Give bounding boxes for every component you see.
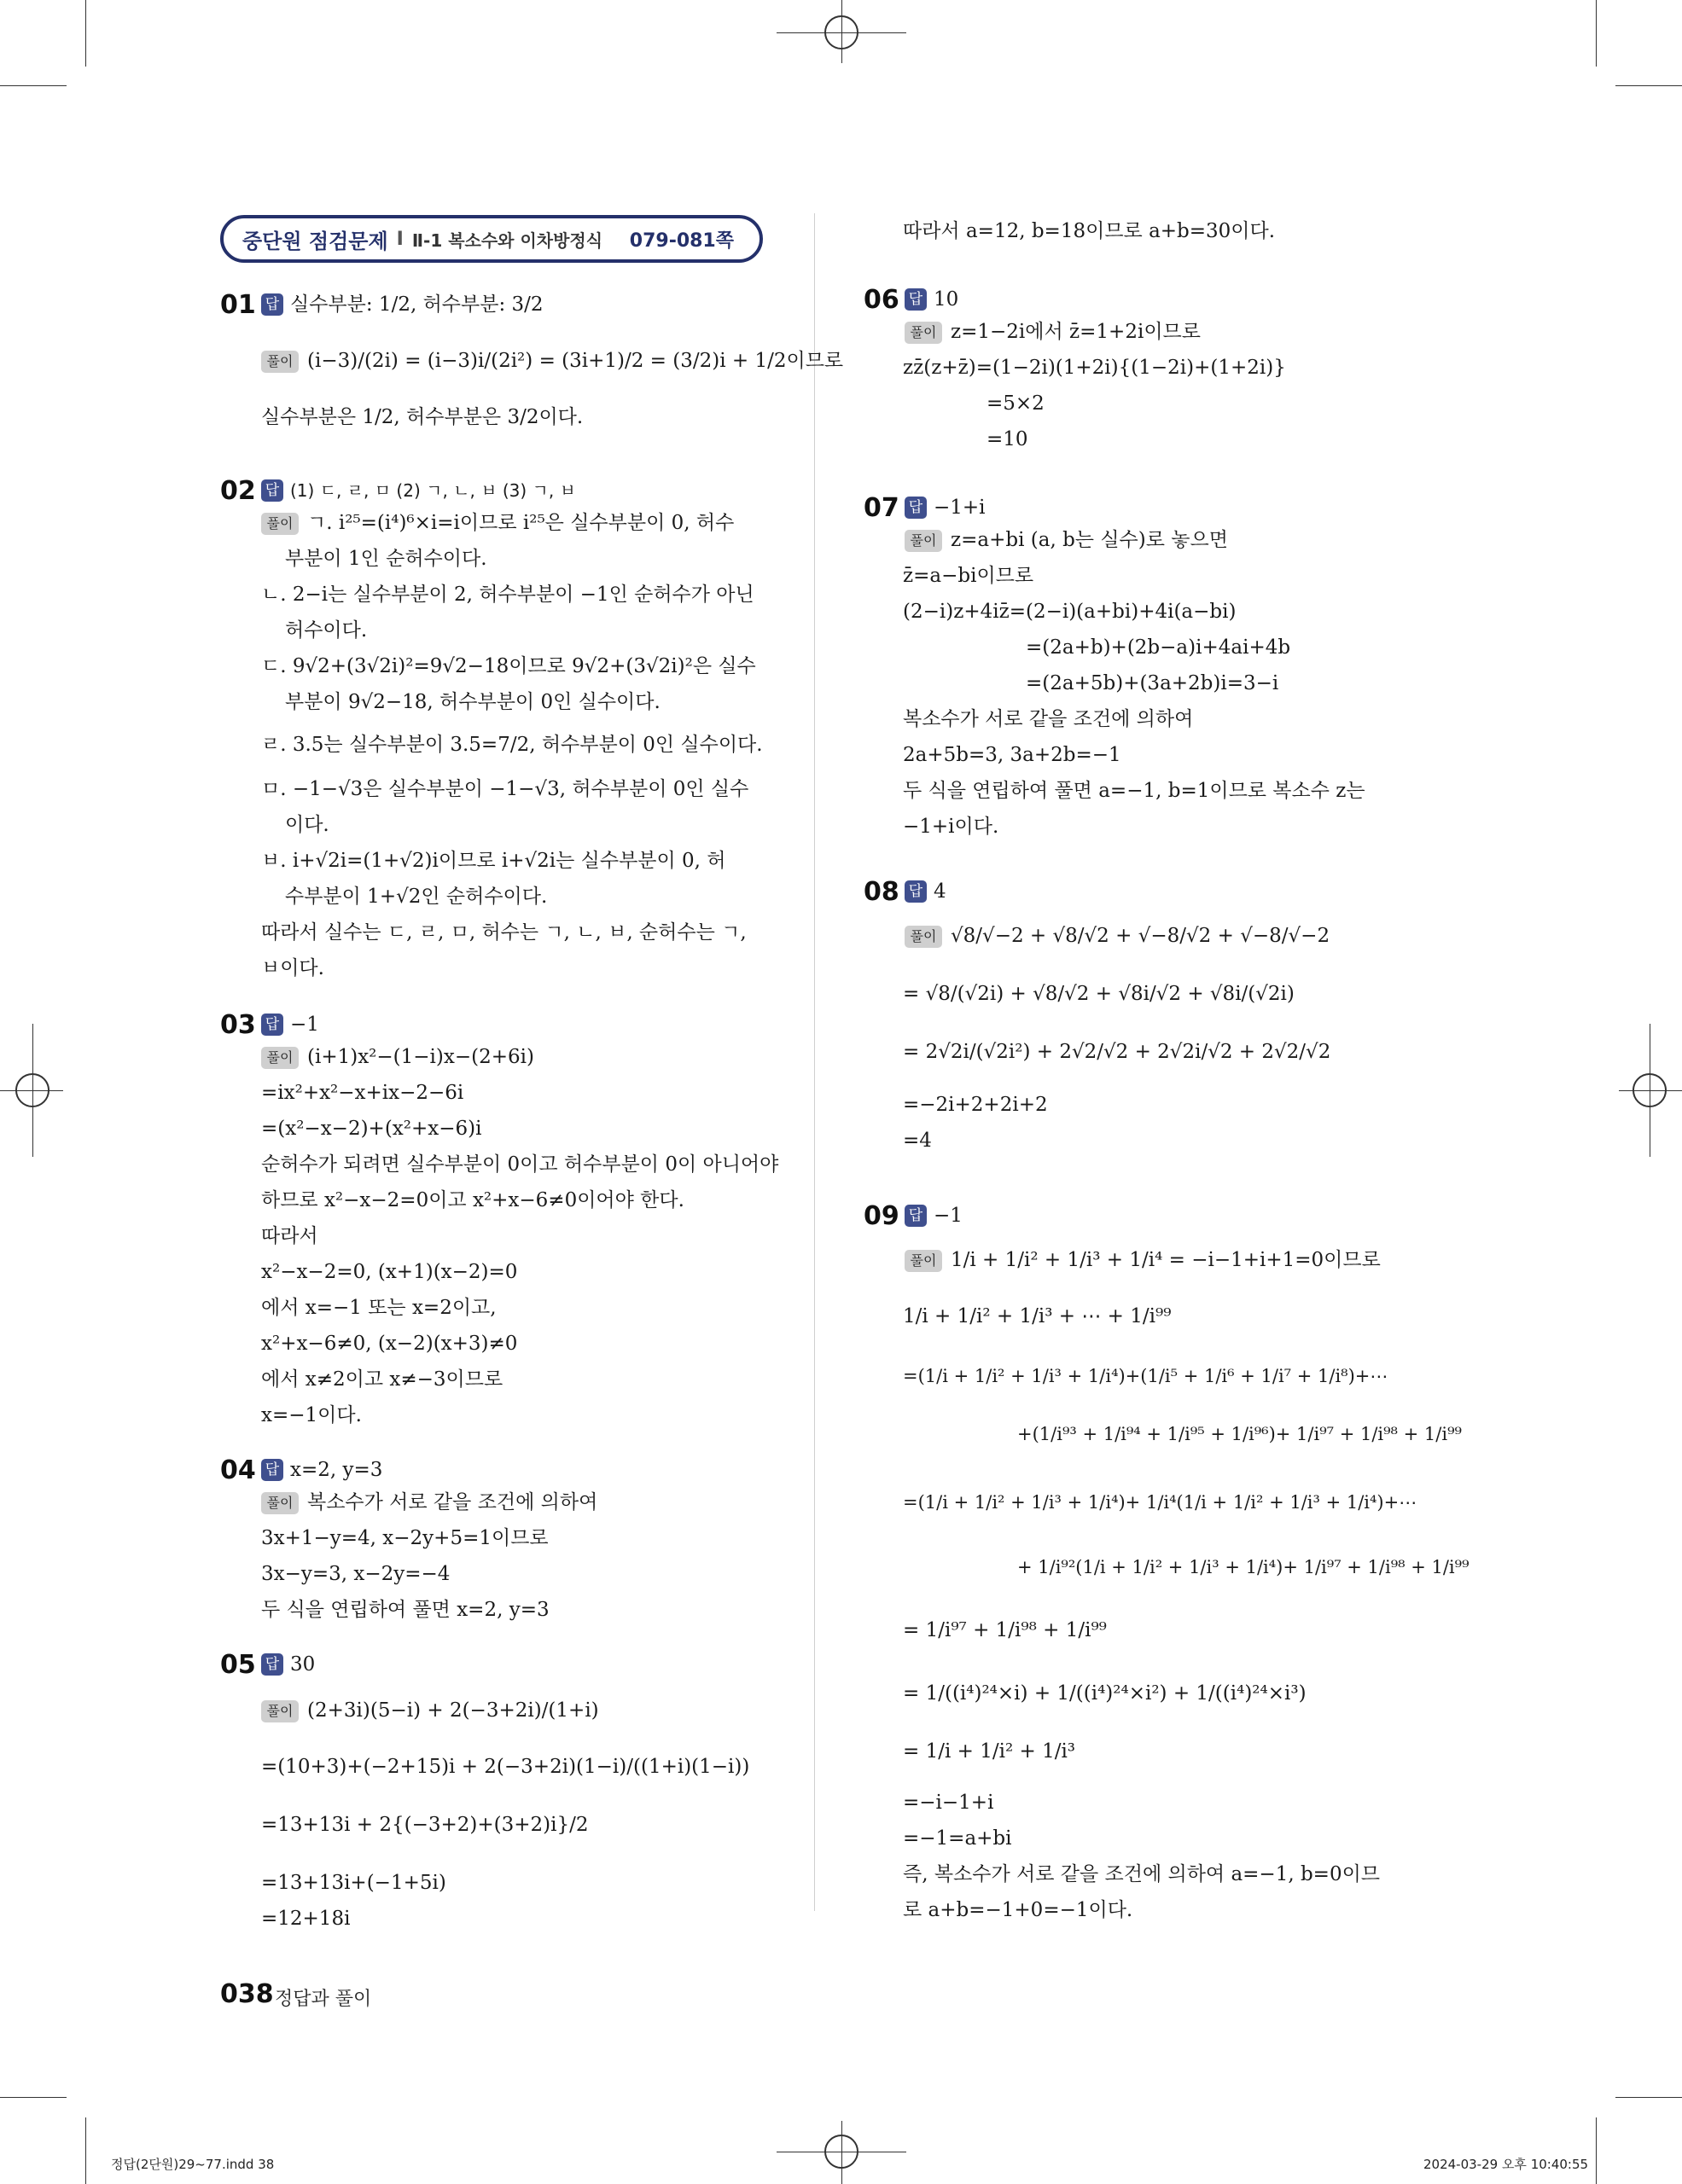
page-range: 079-081쪽 — [629, 229, 734, 252]
answer-text: 30 — [290, 1653, 316, 1676]
solution-line: = 1/((i⁴)²⁴×i) + 1/((i⁴)²⁴×i²) + 1/((i⁴)²⁴×i³) — [903, 1682, 1307, 1705]
answer-text: 4 — [934, 880, 946, 903]
solution-line: = 1/i⁹⁷ + 1/i⁹⁸ + 1/i⁹⁹ — [903, 1619, 1107, 1641]
solution-line: (2−i)z+4iz̄=(2−i)(a+bi)+4i(a−bi) — [903, 601, 1237, 623]
solution-line: =−i−1+i — [903, 1792, 994, 1814]
solution-line: 3x−y=3, x−2y=−4 — [261, 1563, 451, 1585]
page-number: 038 — [220, 1979, 274, 2009]
problem-number: 06 — [864, 285, 899, 315]
problem-number: 02 — [220, 476, 256, 506]
answer-badge: 답 — [261, 1653, 283, 1676]
solution-badge: 풀이 — [905, 322, 942, 344]
registration-line — [0, 1090, 63, 1091]
solution-line: 순허수가 되려면 실수부분이 0이고 허수부분이 0이 아니어야 — [261, 1153, 779, 1176]
solution-line: =(2a+b)+(2b−a)i+4ai+4b — [1026, 636, 1291, 659]
solution-line: ㅁ. −1−√3은 실수부분이 −1−√3, 허수부분이 0인 실수 — [261, 778, 749, 800]
solution-line: 풀이 (2+3i)(5−i) + 2(−3+2i)/(1+i) — [261, 1696, 599, 1725]
problem-number: 03 — [220, 1010, 256, 1040]
answer-text: 실수부분: 1/2, 허수부분: 3/2 — [290, 293, 544, 316]
solution-badge: 풀이 — [905, 926, 942, 948]
solution-line: 하므로 x²−x−2=0이고 x²+x−6≠0이어야 한다. — [261, 1189, 684, 1211]
section-title: 중단원 점검문제 — [242, 229, 388, 253]
registration-line — [1619, 1090, 1682, 1091]
solution-line: 따라서 — [261, 1225, 318, 1247]
solution-line: =(1/i + 1/i² + 1/i³ + 1/i⁴)+(1/i⁵ + 1/i⁶ + 1/i⁷ + 1/i⁸)+⋯ — [903, 1366, 1388, 1386]
solution-line: 풀이 (i+1)x²−(1−i)x−(2+6i) — [261, 1043, 534, 1072]
header-separator: I — [396, 228, 404, 250]
solution-line: 풀이 z=a+bi (a, b는 실수)로 놓으면 — [905, 526, 1228, 555]
solution-line: ㅂ. i+√2i=(1+√2)i이므로 i+√2i는 실수부분이 0, 허 — [261, 850, 726, 872]
solution-line: = 2√2i/(√2i²) + 2√2/√2 + 2√2i/√2 + 2√2/√2 — [903, 1041, 1331, 1063]
column-divider — [814, 213, 815, 1911]
problem-number: 05 — [220, 1650, 256, 1680]
solution-line: 1/i + 1/i² + 1/i³ + ⋯ + 1/i⁹⁹ — [903, 1305, 1172, 1327]
answer-badge: 답 — [261, 1459, 283, 1481]
solution-line: =−2i+2+2i+2 — [903, 1094, 1048, 1116]
crop-mark — [85, 2117, 86, 2184]
solution-line: 2a+5b=3, 3a+2b=−1 — [903, 744, 1121, 766]
solution-line: ㄷ. 9√2+(3√2i)²=9√2−18이므로 9√2+(3√2i)²은 실수 — [261, 655, 756, 677]
solution-line: 풀이 복소수가 서로 같을 조건에 의하여 — [261, 1488, 597, 1517]
solution-line: =13+13i + 2{(−3+2)+(3+2)i}/2 — [261, 1814, 589, 1836]
crop-mark — [0, 2097, 67, 2098]
problem-number: 01 — [220, 290, 256, 320]
solution-line: =10 — [987, 428, 1028, 450]
solution-badge: 풀이 — [261, 1047, 299, 1069]
solution-line: 로 a+b=−1+0=−1이다. — [903, 1899, 1133, 1921]
registration-line — [32, 1024, 33, 1157]
solution-line: 에서 x≠2이고 x≠−3이므로 — [261, 1368, 503, 1391]
solution-line: =ix²+x²−x+ix−2−6i — [261, 1082, 464, 1104]
answer-text: −1 — [934, 1205, 963, 1227]
solution-line: 두 식을 연립하여 풀면 x=2, y=3 — [261, 1599, 550, 1621]
solution-line: =(10+3)+(−2+15)i + 2(−3+2i)(1−i)/((1+i)(1−i)) — [261, 1756, 750, 1778]
solution-line: 부분이 1인 순허수이다. — [285, 548, 487, 570]
solution-line: =5×2 — [987, 392, 1045, 415]
solution-line: ㅂ이다. — [261, 957, 324, 979]
solution-line: = 1/i + 1/i² + 1/i³ — [903, 1740, 1076, 1763]
crop-mark — [1596, 2117, 1597, 2184]
answer-text: −1+i — [934, 497, 986, 519]
solution-badge: 풀이 — [905, 1250, 942, 1272]
solution-line: 수부분이 1+√2인 순허수이다. — [285, 886, 548, 908]
solution-line: 풀이 ㄱ. i²⁵=(i⁴)⁶×i=i이므로 i²⁵은 실수부분이 0, 허수 — [261, 508, 734, 537]
section-header — [220, 215, 763, 263]
solution-line: z̄=a−bi이므로 — [903, 565, 1034, 587]
solution-line: 풀이 (i−3)/(2i) = (i−3)i/(2i²) = (3i+1)/2 = (3/2)i + 1/2이므로 — [261, 346, 843, 375]
solution-badge: 풀이 — [905, 530, 942, 552]
crop-mark — [85, 0, 86, 67]
answer-text: x=2, y=3 — [290, 1459, 383, 1481]
answer-badge: 답 — [905, 497, 927, 519]
section-subtitle: Ⅱ-1 복소수와 이차방정식 — [411, 229, 603, 251]
crop-mark — [1596, 0, 1597, 67]
file-info: 정답(2단원)29~77.indd 38 — [111, 2157, 275, 2172]
problem-number: 04 — [220, 1455, 256, 1485]
crop-mark — [1615, 2097, 1682, 2098]
solution-line: ㄹ. 3.5는 실수부분이 3.5=7/2, 허수부분이 0인 실수이다. — [261, 734, 763, 756]
solution-line: =−1=a+bi — [903, 1827, 1012, 1850]
registration-line — [841, 0, 842, 63]
problem-number: 09 — [864, 1201, 899, 1231]
solution-line: zz̄(z+z̄)=(1−2i)(1+2i){(1−2i)+(1+2i)} — [903, 357, 1286, 379]
answer-text: −1 — [290, 1014, 319, 1036]
solution-line: 풀이 z=1−2i에서 z̄=1+2i이므로 — [905, 317, 1201, 346]
solution-line: −1+i이다. — [903, 816, 999, 838]
solution-badge: 풀이 — [261, 351, 299, 373]
problem-number: 07 — [864, 493, 899, 523]
solution-line: 에서 x=−1 또는 x=2이고, — [261, 1297, 497, 1319]
solution-line: 따라서 실수는 ㄷ, ㄹ, ㅁ, 허수는 ㄱ, ㄴ, ㅂ, 순허수는 ㄱ, — [261, 921, 747, 944]
problem-number: 08 — [864, 877, 899, 907]
solution-line: 풀이 √8/√−2 + √8/√2 + √−8/√2 + √−8/√−2 — [905, 921, 1330, 950]
answer-text: (1) ㄷ, ㄹ, ㅁ (2) ㄱ, ㄴ, ㅂ (3) ㄱ, ㅂ — [290, 480, 576, 501]
solution-line: x=−1이다. — [261, 1404, 362, 1426]
solution-line: =12+18i — [261, 1908, 351, 1930]
solution-line: +(1/i⁹³ + 1/i⁹⁴ + 1/i⁹⁵ + 1/i⁹⁶)+ 1/i⁹⁷ + 1/i⁹⁸ + 1/i⁹⁹ — [1017, 1424, 1462, 1444]
solution-line: 두 식을 연립하여 풀면 a=−1, b=1이므로 복소수 z는 — [903, 780, 1365, 802]
solution-line: 즉, 복소수가 서로 같을 조건에 의하여 a=−1, b=0이므 — [903, 1863, 1381, 1885]
crop-mark — [1615, 85, 1682, 86]
solution-line: =(1/i + 1/i² + 1/i³ + 1/i⁴)+ 1/i⁴(1/i + 1/i² + 1/i³ + 1/i⁴)+⋯ — [903, 1492, 1417, 1513]
solution-line: x²−x−2=0, (x+1)(x−2)=0 — [261, 1261, 518, 1283]
solution-badge: 풀이 — [261, 1700, 299, 1722]
crop-mark — [0, 85, 67, 86]
solution-line: x²+x−6≠0, (x−2)(x+3)≠0 — [261, 1333, 518, 1355]
answer-text: 10 — [934, 288, 959, 311]
solution-line: + 1/i⁹²(1/i + 1/i² + 1/i³ + 1/i⁴)+ 1/i⁹⁷ + 1/i⁹⁸ + 1/i⁹⁹ — [1017, 1557, 1470, 1577]
answer-badge: 답 — [261, 1014, 283, 1036]
solution-line: 부분이 9√2−18, 허수부분이 0인 실수이다. — [285, 691, 661, 713]
answer-badge: 답 — [261, 479, 283, 502]
solution-line: 실수부분은 1/2, 허수부분은 3/2이다. — [261, 406, 584, 428]
solution-line: = √8/(√2i) + √8/√2 + √8i/√2 + √8i/(√2i) — [903, 983, 1295, 1005]
answer-badge: 답 — [905, 288, 927, 311]
answer-badge: 답 — [905, 880, 927, 903]
solution-line: 풀이 1/i + 1/i² + 1/i³ + 1/i⁴ = −i−1+i+1=0이므로 — [905, 1246, 1381, 1275]
solution-line: 3x+1−y=4, x−2y+5=1이므로 — [261, 1527, 549, 1549]
solution-line: =(x²−x−2)+(x²+x−6)i — [261, 1118, 482, 1140]
solution-badge: 풀이 — [261, 513, 299, 535]
solution-line: 복소수가 서로 같을 조건에 의하여 — [903, 708, 1194, 730]
solution-line: 따라서 a=12, b=18이므로 a+b=30이다. — [903, 220, 1276, 242]
print-timestamp: 2024-03-29 오후 10:40:55 — [1423, 2157, 1589, 2172]
footer-label: 정답과 풀이 — [275, 1989, 372, 2010]
registration-line — [841, 2121, 842, 2184]
answer-badge: 답 — [261, 293, 283, 316]
solution-line: =(2a+5b)+(3a+2b)i=3−i — [1026, 672, 1279, 694]
solution-badge: 풀이 — [261, 1492, 299, 1514]
solution-line: =4 — [903, 1130, 932, 1152]
solution-line: 허수이다. — [285, 619, 368, 642]
answer-badge: 답 — [905, 1205, 927, 1227]
solution-line: =13+13i+(−1+5i) — [261, 1872, 446, 1894]
solution-line: ㄴ. 2−i는 실수부분이 2, 허수부분이 −1인 순허수가 아닌 — [261, 584, 754, 606]
solution-line: 이다. — [285, 814, 329, 836]
